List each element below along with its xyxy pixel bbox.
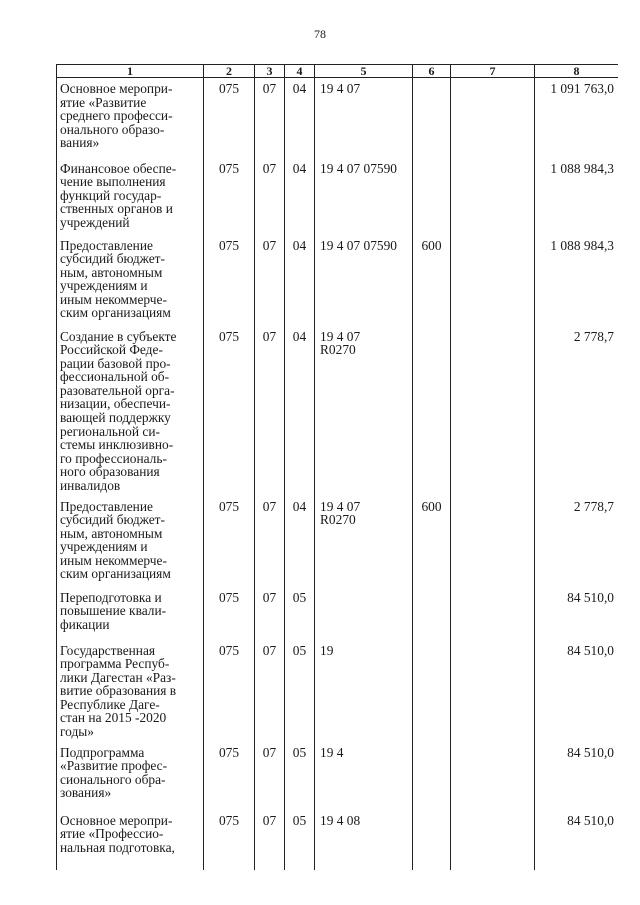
c5-line: 19 4 07 07590 bbox=[320, 237, 397, 253]
desc-line: вающей поддержку bbox=[60, 410, 171, 426]
row-description bbox=[57, 640, 204, 742]
c5-line: R0270 bbox=[320, 512, 356, 528]
desc-line: зования» bbox=[60, 785, 112, 801]
cell-amount: 84 510,0 bbox=[535, 587, 619, 640]
cell-target-article bbox=[315, 158, 413, 235]
column-header-6: 6 bbox=[413, 65, 451, 78]
desc-line: чение выполнения bbox=[60, 174, 166, 190]
cell-target-article bbox=[315, 742, 413, 810]
desc-line: региональной си- bbox=[60, 423, 160, 439]
row-description bbox=[57, 78, 204, 158]
cell-subsection: 04 bbox=[285, 326, 315, 496]
desc-line: «Развитие профес- bbox=[60, 758, 168, 774]
column-header-4: 4 bbox=[285, 65, 315, 78]
desc-line: Предоставление bbox=[60, 237, 153, 253]
desc-line: Предоставление bbox=[60, 498, 153, 514]
cell-expense-type bbox=[413, 326, 451, 496]
cell-code-ministry: 075 bbox=[204, 496, 255, 587]
desc-line: функций государ- bbox=[60, 187, 162, 203]
budget-table-wrapper bbox=[56, 64, 618, 905]
table-row bbox=[57, 158, 619, 235]
cell-amount: 84 510,0 bbox=[535, 742, 619, 810]
table-row bbox=[57, 78, 619, 158]
cell-code-ministry: 075 bbox=[204, 326, 255, 496]
desc-line: стемы инклюзивно- bbox=[60, 437, 174, 453]
cell-expense-type: 600 bbox=[413, 235, 451, 326]
cell-amount: 1 088 984,3 bbox=[535, 235, 619, 326]
desc-line: ским организациям bbox=[60, 566, 171, 582]
desc-line: сионального обра- bbox=[60, 771, 166, 787]
row-description bbox=[57, 742, 204, 810]
cell-amount: 2 778,7 bbox=[535, 496, 619, 587]
c5-line: 19 bbox=[320, 642, 334, 658]
cell-column-7 bbox=[451, 496, 535, 587]
c5-line: 19 4 07 bbox=[320, 328, 361, 344]
desc-line: го профессиональ- bbox=[60, 450, 167, 466]
desc-line: учреждениям и bbox=[60, 278, 148, 294]
table-row bbox=[57, 326, 619, 496]
cell-expense-type bbox=[413, 742, 451, 810]
cell-target-article bbox=[315, 326, 413, 496]
cell-subsection: 04 bbox=[285, 78, 315, 158]
desc-line: повышение квали- bbox=[60, 603, 167, 619]
desc-line: иным некоммерче- bbox=[60, 552, 167, 568]
c5-line: 19 4 07 bbox=[320, 81, 361, 96]
desc-line: ным, автономным bbox=[60, 264, 163, 280]
cell-amount: 2 778,7 bbox=[535, 326, 619, 496]
desc-line: среднего професси- bbox=[60, 108, 173, 124]
cell-code-ministry: 075 bbox=[204, 235, 255, 326]
cell-target-article bbox=[315, 810, 413, 870]
cell-subsection: 05 bbox=[285, 587, 315, 640]
desc-line: ным, автономным bbox=[60, 525, 163, 541]
desc-line: Государственная bbox=[60, 642, 156, 658]
cell-column-7 bbox=[451, 235, 535, 326]
table-row bbox=[57, 235, 619, 326]
cell-column-7 bbox=[451, 810, 535, 870]
cell-subsection: 05 bbox=[285, 640, 315, 742]
desc-line: Основное меропри- bbox=[60, 81, 173, 96]
desc-line: годы» bbox=[60, 724, 94, 740]
desc-line: витие образования в bbox=[60, 683, 177, 699]
desc-line: Создание в субъекте bbox=[60, 328, 177, 344]
cell-subsection: 05 bbox=[285, 742, 315, 810]
desc-line: Подпрограмма bbox=[60, 744, 145, 760]
c5-line: 19 4 bbox=[320, 744, 344, 760]
desc-line: Республике Даге- bbox=[60, 696, 160, 712]
cell-column-7 bbox=[451, 640, 535, 742]
cell-section: 07 bbox=[255, 742, 285, 810]
cell-section: 07 bbox=[255, 78, 285, 158]
cell-column-7 bbox=[451, 158, 535, 235]
table-row bbox=[57, 810, 619, 870]
cell-amount: 1 088 984,3 bbox=[535, 158, 619, 235]
desc-line: Переподготовка и bbox=[60, 589, 162, 605]
cell-column-7 bbox=[451, 587, 535, 640]
cell-subsection: 05 bbox=[285, 810, 315, 870]
page-number: 78 bbox=[314, 27, 326, 41]
c5-line: 19 4 07 07590 bbox=[320, 160, 397, 176]
c5-line: 19 4 07 bbox=[320, 498, 361, 514]
desc-line: нальная подготовка, bbox=[60, 839, 175, 855]
cell-expense-type: 600 bbox=[413, 496, 451, 587]
c5-line: R0270 bbox=[320, 342, 356, 358]
column-header-2: 2 bbox=[204, 65, 255, 78]
cell-target-article bbox=[315, 496, 413, 587]
cell-column-7 bbox=[451, 78, 535, 158]
cell-target-article bbox=[315, 640, 413, 742]
row-description bbox=[57, 810, 204, 870]
cell-amount: 1 091 763,0 bbox=[535, 78, 619, 158]
cell-code-ministry: 075 bbox=[204, 810, 255, 870]
cell-subsection: 04 bbox=[285, 496, 315, 587]
desc-line: вания» bbox=[60, 135, 100, 151]
cell-expense-type bbox=[413, 810, 451, 870]
desc-line: инвалидов bbox=[60, 478, 121, 494]
row-description bbox=[57, 587, 204, 640]
row-description bbox=[57, 235, 204, 326]
row-description bbox=[57, 326, 204, 496]
desc-line: программа Респуб- bbox=[60, 656, 170, 672]
cell-section: 07 bbox=[255, 326, 285, 496]
desc-line: субсидий бюджет- bbox=[60, 251, 165, 267]
cell-section: 07 bbox=[255, 158, 285, 235]
row-description bbox=[57, 158, 204, 235]
cell-section: 07 bbox=[255, 235, 285, 326]
desc-line: ственных органов и bbox=[60, 201, 173, 217]
cell-section: 07 bbox=[255, 810, 285, 870]
cell-code-ministry: 075 bbox=[204, 587, 255, 640]
cell-target-article bbox=[315, 235, 413, 326]
cell-subsection: 04 bbox=[285, 158, 315, 235]
desc-line: онального образо- bbox=[60, 121, 165, 137]
desc-line: Финансовое обеспе- bbox=[60, 160, 177, 176]
cell-code-ministry: 075 bbox=[204, 78, 255, 158]
cell-target-article bbox=[315, 587, 413, 640]
cell-expense-type bbox=[413, 587, 451, 640]
table-row bbox=[57, 496, 619, 587]
cell-code-ministry: 075 bbox=[204, 742, 255, 810]
cell-expense-type bbox=[413, 640, 451, 742]
c5-line: 19 4 08 bbox=[320, 812, 361, 828]
desc-line: стан на 2015 -2020 bbox=[60, 710, 167, 726]
budget-table bbox=[56, 64, 618, 870]
cell-code-ministry: 075 bbox=[204, 640, 255, 742]
desc-line: ного образования bbox=[60, 464, 160, 480]
desc-line: Основное меропри- bbox=[60, 812, 173, 828]
row-description bbox=[57, 496, 204, 587]
column-header-1: 1 bbox=[57, 65, 204, 78]
table-row bbox=[57, 742, 619, 810]
desc-line: ятие «Развитие bbox=[60, 94, 147, 110]
cell-column-7 bbox=[451, 326, 535, 496]
desc-line: учреждениям и bbox=[60, 539, 148, 555]
cell-amount: 84 510,0 bbox=[535, 810, 619, 870]
cell-column-7 bbox=[451, 742, 535, 810]
header-row bbox=[57, 65, 619, 78]
desc-line: фикации bbox=[60, 616, 110, 632]
cell-subsection: 04 bbox=[285, 235, 315, 326]
desc-line: иным некоммерче- bbox=[60, 291, 167, 307]
cell-expense-type bbox=[413, 158, 451, 235]
desc-line: ским организациям bbox=[60, 305, 171, 321]
desc-line: субсидий бюджет- bbox=[60, 512, 165, 528]
column-header-7: 7 bbox=[451, 65, 535, 78]
cell-section: 07 bbox=[255, 640, 285, 742]
desc-line: фессиональной об- bbox=[60, 369, 170, 385]
desc-line: разовательной орга- bbox=[60, 382, 175, 398]
desc-line: рации базовой про- bbox=[60, 355, 171, 371]
cell-section: 07 bbox=[255, 496, 285, 587]
desc-line: низации, обеспечи- bbox=[60, 396, 171, 412]
desc-line: Российской Феде- bbox=[60, 342, 163, 358]
column-header-5: 5 bbox=[315, 65, 413, 78]
table-row bbox=[57, 587, 619, 640]
column-header-8: 8 bbox=[535, 65, 619, 78]
desc-line: ятие «Профессио- bbox=[60, 826, 164, 842]
table-row bbox=[57, 640, 619, 742]
column-header-3: 3 bbox=[255, 65, 285, 78]
cell-expense-type bbox=[413, 78, 451, 158]
cell-section: 07 bbox=[255, 587, 285, 640]
table-body bbox=[57, 78, 619, 870]
desc-line: учреждений bbox=[60, 214, 130, 230]
cell-target-article bbox=[315, 78, 413, 158]
desc-line: лики Дагестан «Раз- bbox=[60, 669, 176, 685]
cell-amount: 84 510,0 bbox=[535, 640, 619, 742]
cell-code-ministry: 075 bbox=[204, 158, 255, 235]
